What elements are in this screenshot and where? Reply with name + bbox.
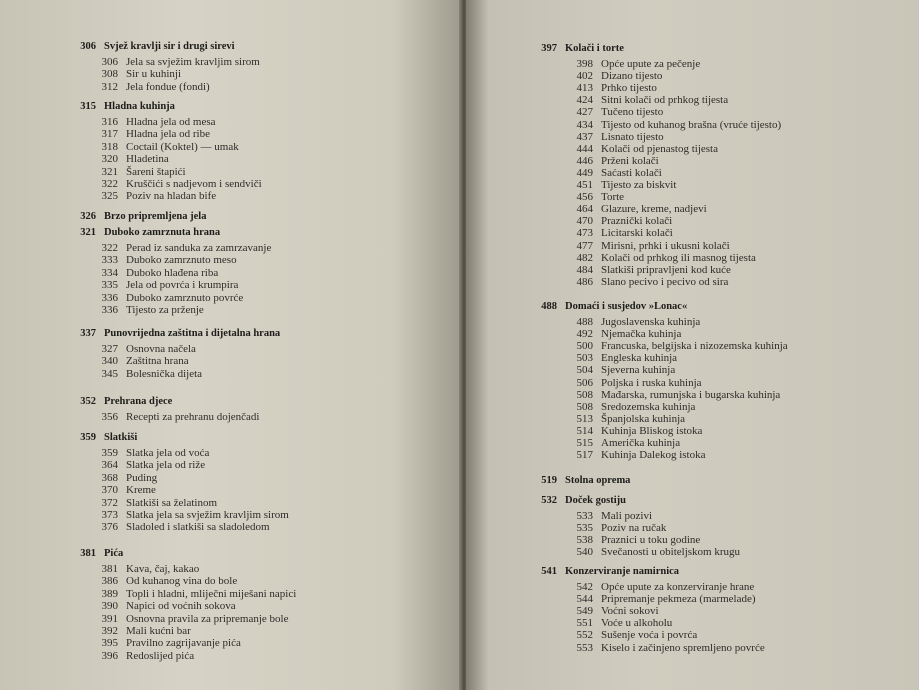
section-title: Duboko zamrznuta hrana [104, 227, 221, 238]
toc-entry [567, 377, 702, 389]
entry-page-number: 515 [576, 437, 593, 449]
section-heading [66, 101, 175, 112]
section-heading [66, 396, 172, 407]
entry-page-number: 398 [576, 58, 593, 70]
entry-title: Hladna jela od mesa [126, 116, 216, 128]
toc-entry [92, 166, 186, 178]
entry-title: Sitni kolači od prhkog tijesta [601, 94, 729, 107]
entry-page-number: 533 [576, 510, 593, 522]
section-title: Kolači i torte [565, 43, 624, 54]
toc-entry [92, 292, 243, 304]
entry-page-number: 322 [101, 178, 118, 190]
entry-page-number: 508 [576, 400, 593, 413]
entry-page-number: 327 [101, 343, 118, 355]
entry-page-number: 434 [576, 118, 593, 131]
toc-entry [92, 575, 237, 587]
section-page-number: 326 [80, 211, 96, 222]
section-title: Prehrana djece [104, 396, 173, 407]
entry-page-number: 356 [101, 411, 118, 423]
entry-page-number: 376 [101, 521, 118, 534]
entry-title: Kreme [126, 484, 156, 497]
entry-title: Slatka jela od riže [126, 459, 206, 472]
entry-page-number: 336 [101, 291, 118, 304]
toc-entry [567, 340, 788, 352]
entry-title: Jela sa svježim kravljim sirom [126, 56, 260, 68]
entry-title: Puding [126, 471, 158, 484]
toc-entry [567, 401, 695, 413]
entry-title: Hladetina [126, 153, 169, 166]
toc-entry [567, 413, 685, 425]
entry-title: Poziv na ručak [601, 522, 667, 535]
entry-title: Tijesto za prženje [126, 304, 204, 316]
section-title: Slatkiši [104, 432, 138, 443]
toc-entry [92, 521, 270, 533]
entry-page-number: 488 [576, 316, 593, 328]
entry-page-number: 504 [576, 364, 593, 377]
entry-page-number: 492 [576, 328, 593, 341]
entry-page-number: 308 [101, 68, 118, 81]
entry-page-number: 306 [101, 56, 118, 68]
section-title: Pića [104, 548, 124, 559]
entry-page-number: 370 [101, 484, 118, 497]
entry-page-number: 544 [576, 593, 593, 606]
entry-title: Šareni štapići [126, 165, 186, 178]
entry-page-number: 449 [576, 166, 593, 179]
entry-title: Mali pozivi [601, 510, 653, 522]
entry-page-number: 508 [576, 388, 593, 401]
entry-page-number: 451 [576, 179, 593, 191]
section-page-number: 321 [80, 227, 96, 238]
toc-entry [92, 190, 216, 202]
entry-page-number: 486 [576, 275, 593, 288]
entry-title: Coctail (Koktel) — umak [126, 140, 239, 153]
toc-entry [92, 650, 194, 662]
toc-entry [567, 119, 781, 131]
entry-page-number: 325 [101, 190, 118, 203]
toc-entry [92, 411, 259, 423]
section-title: Brzo pripremljena jela [104, 211, 207, 222]
entry-page-number: 381 [101, 563, 118, 575]
entry-title: Slano pecivo i pecivo od sira [601, 275, 729, 288]
entry-title: Španjolska kuhinja [601, 412, 686, 425]
toc-entry [567, 240, 730, 252]
entry-page-number: 320 [101, 153, 118, 166]
entry-page-number: 506 [576, 376, 593, 389]
toc-entry [567, 82, 657, 94]
entry-page-number: 336 [101, 304, 118, 316]
entry-title: Duboko hlađena riba [126, 266, 219, 279]
entry-title: Kuhinja Bliskog istoka [601, 424, 703, 437]
section-heading [66, 227, 220, 238]
entry-title: Kava, čaj, kakao [126, 563, 200, 575]
entry-title: Slatkiši pripravljeni kod kuće [601, 263, 731, 276]
entry-page-number: 456 [576, 191, 593, 204]
entry-title: Pravilno zagrijavanje pića [126, 637, 241, 650]
section-page-number: 519 [541, 475, 557, 486]
section-title: Domaći i susjedov »Lonac« [565, 301, 688, 312]
entry-page-number: 437 [576, 130, 593, 143]
entry-page-number: 446 [576, 154, 593, 167]
entry-page-number: 513 [576, 412, 593, 425]
entry-page-number: 335 [101, 279, 118, 292]
toc-entry [567, 642, 765, 654]
entry-title: Njemačka kuhinja [601, 328, 682, 341]
entry-title: Sladoled i slatkiši sa sladoledom [126, 521, 270, 534]
toc-entry [567, 546, 740, 558]
entry-title: Osnovna pravila za pripremanje bole [126, 612, 289, 625]
entry-title: Napici od voćnih sokova [126, 600, 236, 613]
entry-title: Sredozemska kuhinja [601, 400, 696, 413]
toc-entry [567, 534, 700, 546]
section-heading [527, 566, 679, 577]
entry-page-number: 359 [101, 447, 118, 459]
entry-title: Recepti za prehranu dojenčadi [126, 411, 260, 423]
entry-page-number: 549 [576, 605, 593, 618]
entry-title: Bolesnička dijeta [126, 367, 203, 380]
entry-title: Od kuhanog vina do bole [126, 575, 238, 588]
entry-page-number: 340 [101, 355, 118, 368]
entry-title: Zaštitna hrana [126, 355, 189, 368]
entry-page-number: 540 [576, 546, 593, 559]
entry-page-number: 312 [101, 80, 118, 93]
toc-entry [567, 437, 680, 449]
toc-entry [92, 600, 236, 612]
entry-page-number: 473 [576, 227, 593, 240]
section-heading [66, 432, 137, 443]
entry-title: Duboko zamrznuto meso [126, 254, 237, 267]
toc-entry [567, 522, 666, 534]
entry-page-number: 552 [576, 629, 593, 642]
entry-title: Lisnato tijesto [601, 130, 664, 143]
toc-entry [567, 252, 756, 264]
entry-title: Tučeno tijesto [601, 106, 664, 119]
section-heading [527, 475, 630, 486]
entry-page-number: 553 [576, 641, 593, 654]
entry-title: Mađarska, rumunjska i bugarska kuhinja [601, 388, 781, 401]
toc-entry [92, 459, 205, 471]
toc-entry [567, 70, 662, 82]
entry-title: Sir u kuhinji [126, 68, 182, 81]
entry-title: Opće upute za konzerviranje hrane [601, 581, 755, 593]
section-title: Punovrijedna zaštitna i dijetalna hrana [104, 328, 281, 339]
section-page-number: 352 [80, 396, 96, 407]
entry-page-number: 396 [101, 649, 118, 662]
toc-entry [567, 264, 731, 276]
toc-entry [92, 68, 181, 80]
entry-title: Duboko zamrznuto povrće [126, 291, 244, 304]
entry-title: Engleska kuhinja [601, 352, 678, 365]
entry-page-number: 391 [101, 612, 118, 625]
toc-entry [92, 509, 289, 521]
entry-title: Američka kuhinja [601, 437, 681, 449]
toc-entry [567, 94, 728, 106]
section-page-number: 315 [80, 101, 96, 112]
entry-page-number: 392 [101, 625, 118, 637]
toc-entry [567, 227, 673, 239]
entry-title: Saćasti kolači [601, 166, 662, 179]
toc-entry [92, 484, 156, 496]
toc-entry [567, 106, 663, 118]
entry-title: Osnovna načela [126, 343, 196, 355]
entry-title: Praznici u toku godine [601, 534, 701, 547]
toc-entry [92, 304, 204, 316]
section-page-number: 488 [541, 301, 557, 312]
entry-page-number: 500 [576, 340, 593, 353]
entry-title: Mali kućni bar [126, 625, 191, 637]
entry-title: Tijesto za biskvit [601, 179, 677, 191]
toc-entry [567, 352, 677, 364]
toc-entry [567, 155, 659, 167]
toc-entry [92, 613, 289, 625]
toc-entry [567, 364, 675, 376]
toc-entry [92, 497, 217, 509]
entry-page-number: 444 [576, 142, 593, 155]
toc-entry [92, 242, 271, 254]
toc-entry [567, 131, 664, 143]
section-page-number: 337 [80, 328, 96, 339]
toc-entry [92, 355, 189, 367]
entry-title: Prhko tijesto [601, 82, 657, 95]
entry-page-number: 316 [101, 116, 118, 128]
toc-entry [567, 605, 659, 617]
entry-page-number: 551 [576, 617, 593, 630]
entry-page-number: 470 [576, 215, 593, 228]
toc-entry [92, 625, 191, 637]
toc-entry [92, 128, 210, 140]
toc-entry [567, 215, 672, 227]
entry-title: Slatka jela od voća [126, 447, 210, 459]
toc-entry [567, 328, 681, 340]
entry-title: Prženi kolači [601, 154, 659, 167]
entry-page-number: 334 [101, 266, 118, 279]
section-heading [66, 328, 280, 339]
entry-title: Kiselo i začinjeno spremljeno povrće [601, 641, 765, 654]
entry-page-number: 535 [576, 522, 593, 535]
entry-title: Kolači od prhkog ili masnog tijesta [601, 251, 756, 264]
entry-title: Voćni sokovi [601, 605, 659, 618]
entry-title: Slatkiši sa želatinom [126, 496, 218, 509]
entry-page-number: 321 [101, 165, 118, 178]
section-title: Hladna kuhinja [104, 101, 175, 112]
toc-entry [92, 267, 218, 279]
section-page-number: 541 [541, 566, 557, 577]
entry-page-number: 364 [101, 459, 118, 472]
section-heading [527, 43, 624, 54]
toc-entry [92, 472, 157, 484]
entry-page-number: 542 [576, 581, 593, 593]
toc-entry [567, 593, 756, 605]
toc-entry [92, 368, 202, 380]
entry-title: Praznički kolači [601, 215, 673, 228]
entry-title: Kuhinja Dalekog istoka [601, 449, 706, 462]
toc-entry [567, 449, 705, 461]
toc-entry [567, 167, 662, 179]
section-heading [527, 495, 626, 506]
toc-entry [92, 637, 241, 649]
toc-entry [92, 447, 209, 459]
section-title: Konzerviranje namirnica [565, 566, 680, 577]
entry-title: Jela od povrća i krumpira [126, 279, 239, 292]
entry-title: Perad iz sanduka za zamrzavanje [126, 242, 272, 254]
entry-page-number: 477 [576, 239, 593, 252]
entry-title: Glazure, kreme, nadjevi [601, 203, 707, 216]
entry-title: Kolači od pjenastog tijesta [601, 142, 718, 155]
section-heading [66, 41, 235, 52]
right-page [466, 0, 919, 690]
entry-page-number: 424 [576, 94, 593, 107]
entry-page-number: 333 [101, 254, 118, 267]
toc-entry [92, 588, 296, 600]
entry-title: Mirisni, prhki i ukusni kolači [601, 239, 730, 252]
entry-page-number: 413 [576, 82, 593, 95]
section-heading [66, 548, 123, 559]
entry-page-number: 390 [101, 600, 118, 613]
entry-page-number: 389 [101, 587, 118, 600]
toc-entry [567, 143, 718, 155]
toc-entry [567, 58, 700, 70]
section-page-number: 359 [80, 432, 96, 443]
entry-title: Topli i hladni, mliječni miješani napici [126, 587, 297, 600]
entry-page-number: 517 [576, 449, 593, 462]
entry-page-number: 372 [101, 496, 118, 509]
entry-title: Svečanosti u obiteljskom krugu [601, 546, 741, 559]
toc-entry [567, 203, 707, 215]
toc-entry [567, 389, 780, 401]
entry-title: Voće u alkoholu [601, 617, 673, 630]
entry-page-number: 538 [576, 534, 593, 547]
entry-page-number: 482 [576, 251, 593, 264]
toc-entry [92, 81, 210, 93]
entry-page-number: 503 [576, 352, 593, 365]
entry-page-number: 484 [576, 263, 593, 276]
section-title: Stolna oprema [565, 475, 631, 486]
toc-entry [567, 617, 672, 629]
entry-page-number: 402 [576, 70, 593, 83]
entry-title: Redoslijed pića [126, 649, 195, 662]
entry-page-number: 373 [101, 509, 118, 521]
entry-title: Pripremanje pekmeza (marmelade) [601, 593, 756, 606]
toc-entry [92, 153, 169, 165]
entry-page-number: 464 [576, 203, 593, 216]
entry-page-number: 345 [101, 367, 118, 380]
entry-title: Opće upute za pečenje [601, 58, 701, 70]
toc-entry [92, 56, 260, 68]
entry-title: Kruščići s nadjevom i sendviči [126, 178, 262, 190]
entry-title: Sušenje voća i povrća [601, 629, 698, 642]
entry-page-number: 368 [101, 471, 118, 484]
entry-page-number: 322 [101, 242, 118, 254]
section-page-number: 306 [80, 41, 96, 52]
toc-entry [567, 581, 754, 593]
toc-entry [92, 178, 262, 190]
entry-title: Torte [601, 191, 625, 204]
section-heading [66, 211, 206, 222]
section-title: Svjež kravlji sir i drugi sirevi [104, 41, 235, 52]
toc-entry [92, 141, 239, 153]
entry-title: Francuska, belgijska i nizozemska kuhinja [601, 340, 788, 353]
entry-page-number: 386 [101, 575, 118, 588]
toc-entry [567, 179, 676, 191]
toc-entry [92, 116, 216, 128]
section-page-number: 381 [80, 548, 96, 559]
toc-entry [92, 279, 238, 291]
toc-entry [92, 563, 199, 575]
entry-page-number: 318 [101, 140, 118, 153]
toc-entry [567, 629, 697, 641]
section-title: Doček gostiju [565, 495, 626, 506]
entry-title: Poziv na hladan bife [126, 190, 217, 203]
toc-entry [567, 510, 652, 522]
entry-title: Jela fondue (fondi) [126, 80, 210, 93]
toc-entry [567, 425, 702, 437]
toc-entry [567, 191, 624, 203]
entry-title: Dizano tijesto [601, 70, 663, 83]
entry-page-number: 395 [101, 637, 118, 650]
entry-title: Jugoslavenska kuhinja [601, 316, 701, 328]
entry-title: Slatka jela sa svježim kravljim sirom [126, 509, 289, 521]
entry-title: Tijesto od kuhanog brašna (vruće tijesto) [601, 118, 782, 131]
toc-entry [567, 316, 700, 328]
toc-entry [567, 276, 728, 288]
toc-entry [92, 254, 237, 266]
section-page-number: 532 [541, 495, 557, 506]
entry-page-number: 317 [101, 128, 118, 141]
toc-entry [92, 343, 196, 355]
entry-page-number: 427 [576, 106, 593, 119]
entry-title: Hladna jela od ribe [126, 128, 210, 141]
section-heading [527, 301, 687, 312]
entry-title: Poljska i ruska kuhinja [601, 376, 702, 389]
section-page-number: 397 [541, 43, 557, 54]
entry-page-number: 514 [576, 424, 593, 437]
entry-title: Licitarski kolači [601, 227, 673, 240]
entry-title: Sjeverna kuhinja [601, 364, 676, 377]
